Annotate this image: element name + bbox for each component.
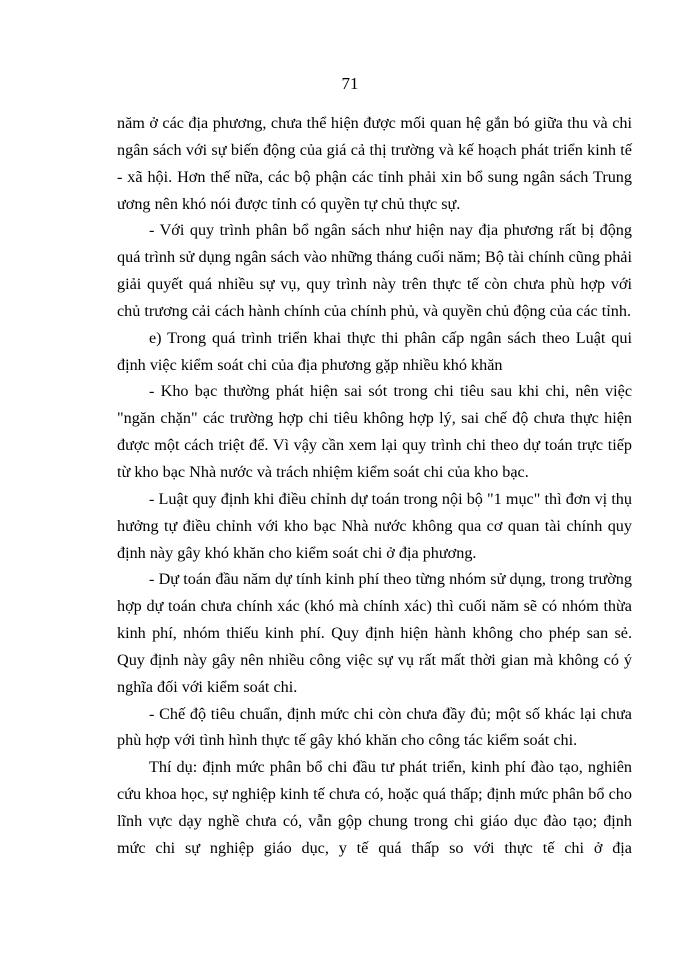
paragraph-allocation-process: - Với quy trình phân bổ ngân sách như hiện nay địa phương rất bị động quá trình sử dụng ngân sách vào những tháng cuối năm; Bộ tài chính cũng phải giải quyết quá nhiều sự vụ, quy trình này trên thực tế còn chưa phù hợp với chủ trương cải cách hành chính của chính phủ, và quyền chủ động của các tỉnh. (117, 221, 632, 320)
body-text (117, 110, 632, 862)
paragraph-section-e-heading: e) Trong quá trình triển khai thực thi phân cấp ngân sách theo Luật qui định việc kiểm soát chi của địa phương gặp nhiều khó khăn (117, 328, 632, 374)
paragraph-continuation: năm ở các địa phương, chưa thể hiện được mối quan hệ gắn bó giữa thu và chi ngân sách với sự biến động của giá cả thị trường và kế hoạch phát triển kinh tế - xã hội. Hơn thế nữa, các bộ phận các tỉnh phải xin bổ sung ngân sách Trung ương nên khó nói được tỉnh có quyền tự chủ thực sự. (117, 114, 632, 213)
paragraph-annual-estimate: - Dự toán đầu năm dự tính kinh phí theo từng nhóm sử dụng, trong trường hợp dự toán chưa chính xác (khó mà chính xác) thì cuối năm sẽ có nhóm thừa kinh phí, nhóm thiếu kinh phí. Quy định hiện hành không cho phép san sẻ. Quy định này gây nên nhiều công việc sự vụ rất mất thời gian mà không có ý nghĩa đối với kiểm soát chi. (117, 570, 632, 696)
page-number: 71 (341, 74, 359, 93)
paragraph-budget-adjustment: - Luật quy định khi điều chỉnh dự toán trong nội bộ "1 mục" thì đơn vị thụ hưởng tự điều chỉnh với kho bạc Nhà nước không qua cơ quan tài chính quy định này gây khó khăn cho kiểm soát chi ở địa phương. (117, 489, 632, 562)
paragraph-treasury-errors: - Kho bạc thường phát hiện sai sót trong chi tiêu sau khi chi, nên việc "ngăn chặn" các trường hợp chi tiêu không hợp lý, sai chế độ chưa thực hiện được một cách triệt để. Vì vậy cần xem lại quy trình chi theo dự toán trực tiếp từ kho bạc Nhà nước và trách nhiệm kiểm soát chi của kho bạc. (117, 382, 632, 481)
paragraph-example: Thí dụ: định mức phân bổ chi đầu tư phát triển, kinh phí đào tạo, nghiên cứu khoa học, sự nghiệp kinh tế chưa có, hoặc quá thấp; định mức phân bổ cho lĩnh vực dạy nghề chưa có, vẫn gộp chung trong chi giáo dục đào tạo; định mức chi sự nghiệp giáo dục, y tế quá thấp so với thực tế chi ở địa (117, 758, 632, 857)
paragraph-standards-norms: - Chế độ tiêu chuẩn, định mức chi còn chưa đầy đủ; một số khác lại chưa phù hợp với tình hình thực tế gây khó khăn cho công tác kiểm soát chi. (117, 704, 632, 750)
